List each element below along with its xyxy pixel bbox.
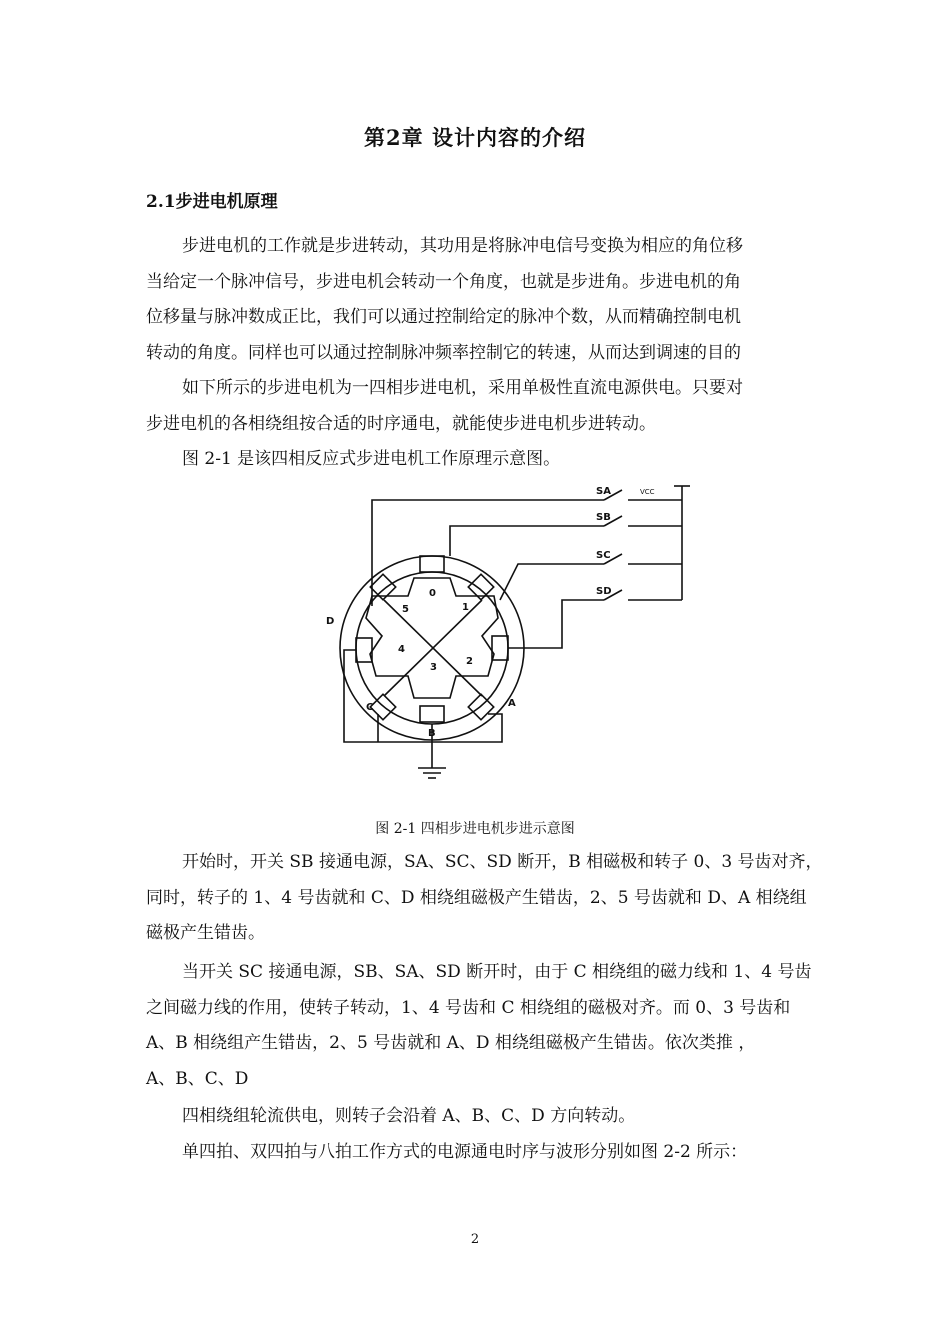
text-line: 转动的角度。同样也可以通过控制脉冲频率控制它的转速，从而达到调速的目的: [146, 342, 741, 363]
text-line: 步进电机的工作就是步进转动，其功用是将脉冲电信号变换为相应的角位移: [182, 236, 743, 256]
paragraph-rotation: [146, 1099, 814, 1135]
wire-sb: [450, 526, 604, 556]
page-number: 2: [470, 1232, 480, 1247]
phase-label-d: D: [326, 616, 335, 627]
rotor-tooth-4: 4: [398, 644, 405, 655]
text-line: A、B、C、D: [146, 1068, 249, 1089]
rotor-tooth-0: 0: [429, 588, 436, 599]
rotor-tooth-5: 5: [402, 604, 409, 615]
text-line: 当给定一个脉冲信号，步进电机会转动一个角度，也就是步进角。步进电机的角: [146, 271, 741, 292]
text-line: 同时，转子的 1、4 号齿就和 C、D 相绕组磁极产生错齿，2、5 号齿就和 D、A 相绕组: [146, 887, 807, 908]
wire-sa: [372, 500, 604, 606]
text-line: A、B 相绕组产生错齿，2、5 号齿就和 A、D 相绕组磁极产生错齿。依次类推 ，: [146, 1033, 756, 1053]
rotor-tooth-2: 2: [466, 656, 473, 667]
figure-caption: 图 2-1 四相步进电机步进示意图: [375, 821, 575, 837]
text-line: 单四拍、双四拍与八拍工作方式的电源通电时序与波形分别如图 2-2 所示：: [182, 1142, 748, 1162]
vcc-label: VCC: [640, 488, 655, 496]
text-line: 之间磁力线的作用，使转子转动，1、4 号齿和 C 相绕组的磁极对齐。而 0、3 号齿和: [146, 997, 791, 1018]
wire-sd: [508, 600, 604, 648]
stator-pole: [492, 636, 508, 660]
chapter-title: 第2章 设计内容的介绍: [364, 125, 586, 150]
text-line: 步进电机的各相绕组按合适的时序通电，就能使步进电机步进转动。: [146, 413, 656, 434]
text-line: 四相绕组轮流供电，则转子会沿着 A、B、C、D 方向转动。: [182, 1106, 636, 1126]
paragraph-motor-intro: [146, 371, 814, 442]
text-line: 如下所示的步进电机为一四相步进电机，采用单极性直流电源供电。只要对: [182, 378, 743, 398]
stator-pole: [356, 638, 372, 662]
phase-label-a: A: [508, 698, 516, 709]
switch-label-sd: SD: [596, 586, 612, 597]
stator-pole: [420, 556, 444, 572]
text-line: 磁极产生错齿。: [146, 923, 265, 943]
paragraph-sb-on: [146, 845, 823, 952]
rotor-tooth-3: 3: [430, 662, 437, 673]
paragraph-sc-on: [146, 955, 814, 1097]
switch-label-sc: SC: [596, 550, 611, 561]
paragraph-modes: [146, 1135, 814, 1171]
stepper-motor-diagram: [322, 478, 702, 788]
rotor-tooth-1: 1: [462, 602, 469, 613]
phase-label-c: C: [366, 702, 374, 713]
phase-label-b: B: [428, 728, 436, 739]
text-line: 开始时，开关 SB 接通电源，SA、SC、SD 断开，B 相磁极和转子 0、3 号齿对齐，: [182, 852, 823, 872]
text-line: 图 2-1 是该四相反应式步进电机工作原理示意图。: [182, 449, 561, 469]
paragraph-figure-ref: [146, 442, 814, 478]
paragraph-principle: [146, 229, 814, 371]
wire-sc: [500, 564, 604, 600]
stepper-motor-svg: [322, 478, 702, 788]
switch-label-sb: SB: [596, 512, 611, 523]
text-line: 位移量与脉冲数成正比，我们可以通过控制给定的脉冲个数，从而精确控制电机: [146, 307, 741, 327]
section-title: 2.1步进电机原理: [146, 192, 278, 212]
text-line: 当开关 SC 接通电源，SB、SA、SD 断开时，由于 C 相绕组的磁力线和 1、4 号齿: [182, 962, 812, 982]
switch-label-sa: SA: [596, 486, 611, 497]
stator-pole: [420, 706, 444, 722]
